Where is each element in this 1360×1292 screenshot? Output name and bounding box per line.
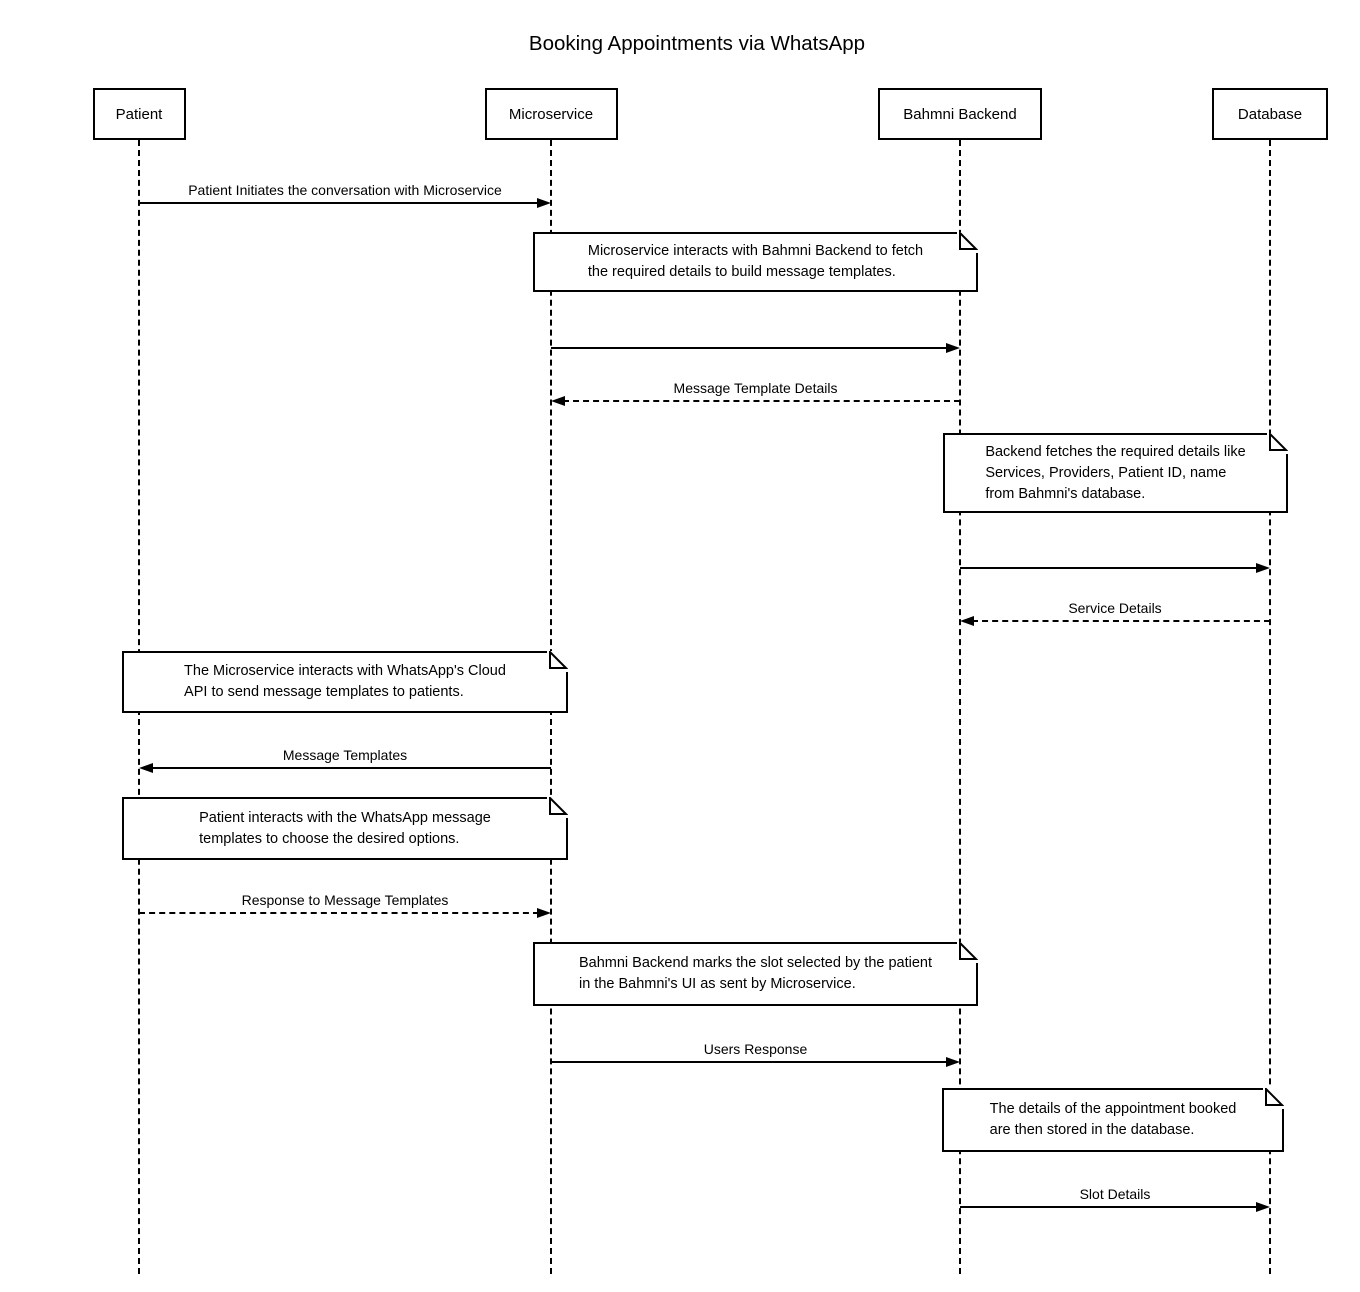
note-text-line: templates to choose the desired options.: [199, 830, 460, 847]
actor-label-microservice: Microservice: [508, 105, 594, 123]
arrowhead-icon: [139, 763, 153, 773]
note-text-line: Services, Providers, Patient ID, name: [985, 464, 1227, 481]
message-8: [551, 1041, 960, 1063]
note-fold-icon: [959, 232, 978, 251]
note-6: [942, 1088, 1284, 1152]
arrowhead-icon: [537, 908, 551, 918]
message-1: [139, 182, 551, 204]
message-line: [139, 912, 539, 914]
note-text-line: Backend fetches the required details like: [985, 443, 1246, 460]
message-label: Service Details: [1068, 600, 1162, 616]
arrowhead-icon: [1256, 563, 1270, 573]
note-text-line: in the Bahmni's UI as sent by Microservice.: [578, 976, 856, 992]
actor-bahmni-backend: [878, 88, 1042, 140]
note-text-line: Bahmni Backend marks the slot selected by the patient: [578, 955, 933, 971]
message-9: [960, 1186, 1270, 1208]
actor-label-database: Database: [1237, 105, 1303, 123]
message-line: [551, 1061, 948, 1063]
message-label: Message Template Details: [673, 380, 838, 396]
message-label: Users Response: [703, 1041, 808, 1057]
message-line: [551, 347, 948, 349]
message-label: Message Templates: [282, 747, 408, 763]
note-text: [579, 953, 932, 995]
message-label: Response to Message Templates: [241, 892, 449, 908]
message-line: [972, 620, 1270, 622]
note-text-line: The details of the appointment booked: [989, 1101, 1237, 1117]
message-2: [551, 327, 960, 349]
actor-label-patient: Patient: [115, 105, 163, 123]
note-5: [533, 942, 978, 1006]
note-fold-icon: [549, 797, 568, 816]
note-fold-icon: [959, 942, 978, 961]
message-line: [960, 567, 1258, 569]
note-text-line: from Bahmni's database.: [985, 485, 1146, 502]
note-text-line: API to send message templates to patients.: [184, 684, 464, 700]
message-line: [151, 767, 551, 769]
note-text-line: The Microservice interacts with WhatsApp's Cloud: [184, 663, 506, 679]
note-2: [943, 433, 1288, 513]
note-1: [533, 232, 978, 292]
note-fold-icon: [1265, 1088, 1284, 1107]
message-7: [139, 892, 551, 914]
note-text-line: are then stored in the database.: [989, 1122, 1195, 1138]
message-label: Patient Initiates the conversation with Microservice: [188, 182, 502, 198]
arrowhead-icon: [1256, 1202, 1270, 1212]
note-text: [985, 442, 1245, 505]
message-3: [551, 380, 960, 402]
note-fold-icon: [549, 651, 568, 670]
note-3: [122, 651, 568, 713]
message-line: [139, 202, 539, 204]
note-text: [199, 808, 491, 850]
arrowhead-icon: [551, 396, 565, 406]
message-4: [960, 547, 1270, 569]
note-text-line: the required details to build message templates.: [587, 264, 896, 280]
note-text: [588, 241, 923, 283]
actor-patient: [93, 88, 186, 140]
actor-database: [1212, 88, 1328, 140]
actor-label-bahmni-backend: Bahmni Backend: [903, 105, 1017, 123]
arrowhead-icon: [537, 198, 551, 208]
note-4: [122, 797, 568, 860]
note-text: [990, 1099, 1237, 1141]
note-text: [184, 661, 506, 703]
message-5: [960, 600, 1270, 622]
message-line: [563, 400, 960, 402]
message-6: [139, 747, 551, 769]
message-label: Slot Details: [1079, 1186, 1151, 1202]
note-text-line: Microservice interacts with Bahmni Backend to fetch: [587, 243, 924, 259]
diagram-title: Booking Appointments via WhatsApp: [528, 32, 866, 55]
note-fold-icon: [1269, 433, 1288, 452]
arrowhead-icon: [946, 1057, 960, 1067]
arrowhead-icon: [960, 616, 974, 626]
message-line: [960, 1206, 1258, 1208]
actor-microservice: [485, 88, 618, 140]
note-text-line: Patient interacts with the WhatsApp message: [199, 809, 491, 826]
arrowhead-icon: [946, 343, 960, 353]
